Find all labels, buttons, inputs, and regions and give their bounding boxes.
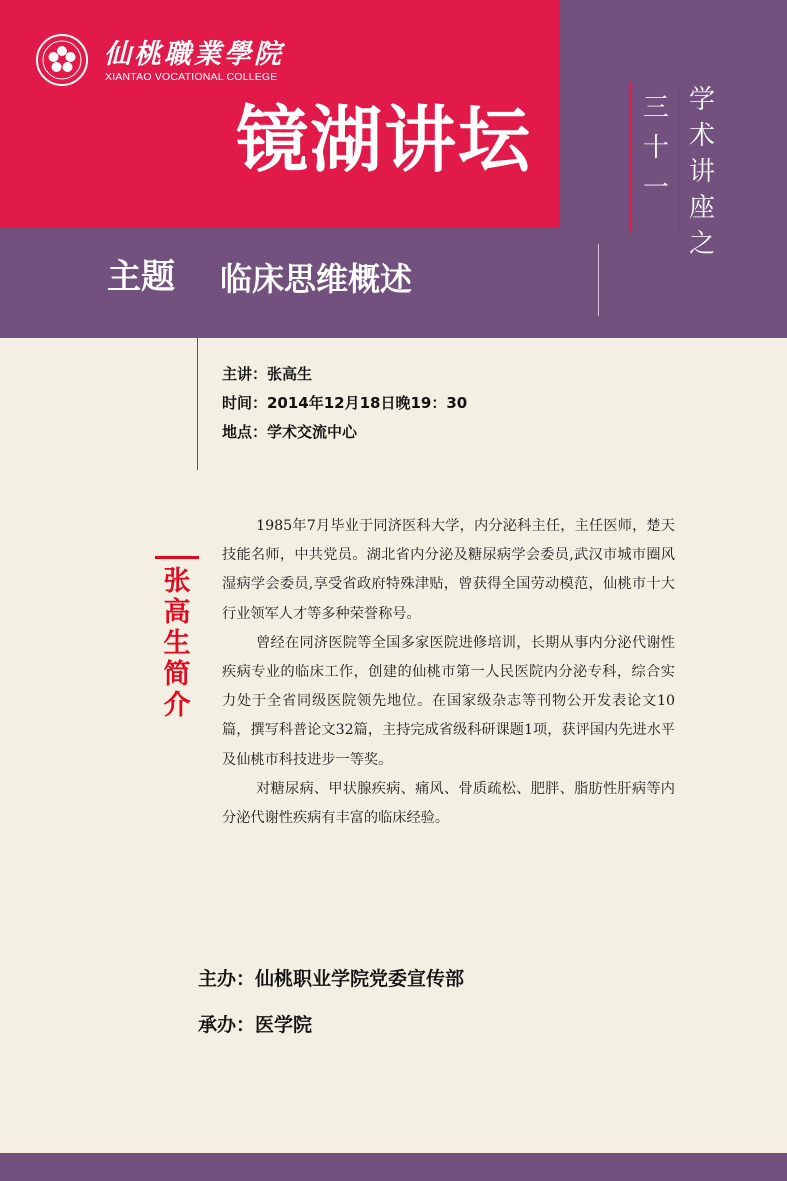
topic-end-divider: [598, 244, 599, 316]
bio-paragraph: 对糖尿病、甲状腺疾病、痛风、骨质疏松、肥胖、脂肪性肝病等内分泌代谢性疾病有丰富的临床经验。: [222, 780, 675, 827]
topic-label: 主题: [107, 257, 175, 297]
lecture-time: 时间：2014年12月18日晚19：30: [222, 394, 468, 412]
host-organizer: 主办：仙桃职业学院党委宣传部: [198, 968, 465, 990]
series-divider-middle: [679, 82, 680, 232]
topic-title: 临床思维概述: [220, 260, 413, 298]
forum-title: 镜湖讲坛: [236, 98, 533, 182]
series-number: 三十一: [642, 93, 669, 203]
speaker-bio: [222, 512, 675, 833]
co-organizer: 承办：医学院: [198, 1014, 313, 1036]
college-logo-icon: [36, 34, 88, 86]
college-name-cn: 仙桃職業學院: [104, 39, 284, 70]
college-name-en: XIANTAO VOCATIONAL COLLEGE: [105, 71, 278, 83]
bio-paragraph: 1985年7月毕业于同济医科大学，内分泌科主任，主任医师，楚天技能名师，中共党员。湖北省内分泌及糖尿病学会委员,武汉市城市圈风湿病学会委员,享受省政府特殊津贴，曾获得全国劳动模范，仙桃市十大行业领军人才等多种荣誉称号。: [222, 518, 675, 622]
series-divider-right: [725, 82, 726, 232]
footer-band: [0, 1153, 787, 1181]
series-label: 学术讲座之: [688, 85, 715, 259]
bio-title-dash: [155, 556, 199, 559]
speaker: 主讲：张高生: [222, 365, 313, 383]
bio-paragraph: 曾经在同济医院等全国多家医院进修培训，长期从事内分泌代谢性疾病专业的临床工作，创建的仙桃市第一人民医院内分泌专科，综合实力处于全省同级医院领先地位。在国家级杂志等刊物公开发表论文10篇，撰写科普论文32篇，主持完成省级科研课题1项，获评国内先进水平及仙桃市科技进步一等奖。: [222, 634, 675, 768]
series-divider-left: [630, 82, 631, 232]
lecture-location: 地点：学术交流中心: [222, 423, 358, 441]
bio-side-title: 张高生简介: [163, 566, 191, 721]
topic-divider: [197, 228, 198, 470]
